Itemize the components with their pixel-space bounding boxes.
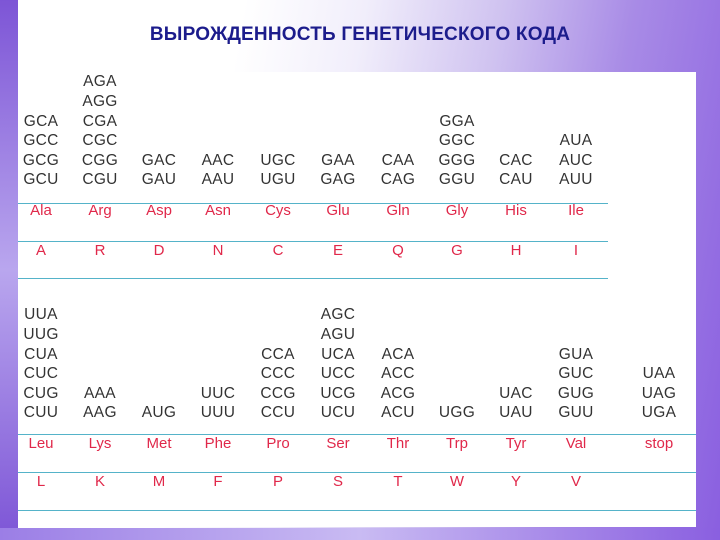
codon: GGG [438,151,476,169]
amino-acid-one-letter: R [94,242,106,259]
codon: CCA [261,345,295,363]
codon: AUC [559,151,593,169]
codon-list [248,345,308,423]
codon: CUG [23,384,59,402]
genetic-code-table [18,72,696,527]
codon: CUU [23,404,59,422]
amino-acid-three-letter: Leu [28,435,54,452]
codon: CCU [260,404,296,422]
codon: GAG [320,171,356,189]
codon: ACC [381,365,415,383]
table-divider [18,510,696,511]
codon-list [486,384,546,423]
amino-acid-one-letter: W [449,473,465,490]
codon: UCG [320,384,356,402]
amino-acid-three-letter: Met [146,435,172,452]
amino-acid-three-letter: Asn [205,202,231,219]
codon: AAG [83,404,117,422]
codon: GCG [22,151,60,169]
codon: UUU [200,404,236,422]
amino-acid-three-letter: Tyr [505,435,527,452]
codon: CAU [499,171,533,189]
amino-acid-three-letter: Asp [146,202,172,219]
amino-acid-three-letter: Thr [386,435,410,452]
codon: AGU [320,325,356,343]
amino-acid-one-letter: S [332,473,343,490]
codon: AGA [83,73,117,91]
amino-acid-three-letter: Ser [326,435,350,452]
amino-acid-three-letter: Val [565,435,587,452]
codon: AAA [84,384,116,402]
codon: GCA [23,112,59,130]
codon: AAC [201,151,235,169]
bottom-decor-band [0,528,720,540]
codon: GCC [23,132,59,150]
codon-list [308,305,368,423]
codon: UUG [23,325,59,343]
codon: CUC [23,365,59,383]
amino-acid-three-letter: Phe [204,435,232,452]
codon: GGA [439,112,475,130]
amino-acid-one-letter: P [272,473,283,490]
codon-list [70,72,130,190]
codon: UGG [438,404,476,422]
codon-list [427,403,487,423]
amino-acid-one-letter: Q [392,242,404,259]
codon-list [308,151,368,190]
amino-acid-one-letter [629,472,689,492]
codon: CGG [81,151,119,169]
codon: CCC [260,365,296,383]
codon-list [188,151,248,190]
codon-list [546,345,606,423]
codon: GUC [558,365,594,383]
amino-acid-three-letter: Ala [30,202,52,219]
codon: AUA [559,132,593,150]
amino-acid-one-letter: E [332,242,343,259]
amino-acid-three-letter: His [505,202,527,219]
amino-acid-one-letter: C [272,242,284,259]
codon: CGC [82,132,118,150]
codon: GAC [141,151,177,169]
codon-list [248,151,308,190]
amino-acid-one-letter: G [451,242,463,259]
codon: AGG [82,92,118,110]
amino-acid-one-letter: L [36,473,46,490]
amino-acid-one-letter: Y [510,473,521,490]
codon: CUA [24,345,58,363]
codon-list [368,151,428,190]
codon: AUU [559,171,593,189]
amino-acid-one-letter: H [510,242,522,259]
codon-list [546,131,606,190]
left-decor-band [0,0,18,540]
codon: CGU [82,171,118,189]
codon: UGC [260,151,296,169]
codon: UUA [24,306,58,324]
codon: GUU [558,404,594,422]
amino-acid-three-letter: Glu [326,202,350,219]
page-title: ВЫРОЖДЕННОСТЬ ГЕНЕТИЧЕСКОГО КОДА [149,24,571,45]
codon: GUG [557,384,595,402]
codon: GUA [558,345,594,363]
amino-acid-one-letter: I [573,242,579,259]
codon: GCU [23,171,59,189]
codon: ACU [381,404,415,422]
amino-acid-three-letter: Lys [88,435,112,452]
amino-acid-one-letter: K [94,473,105,490]
codon: AGC [320,306,356,324]
amino-acid-three-letter: Ile [568,202,584,219]
amino-acid-one-letter: V [570,473,581,490]
codon-list [188,384,248,423]
codon: GGC [438,132,476,150]
codon: UAG [641,384,677,402]
table-divider [18,278,608,279]
codon: CCG [260,384,296,402]
codon-list [70,384,130,423]
codon: ACA [381,345,415,363]
amino-acid-one-letter: M [152,473,166,490]
codon: UGU [260,171,296,189]
codon-list [368,345,428,423]
codon: GAA [321,151,355,169]
codon: AUG [141,404,177,422]
amino-acid-one-letter: D [153,242,165,259]
amino-acid-one-letter: A [35,242,46,259]
codon-list [11,112,71,190]
codon: CAC [499,151,533,169]
codon: UUC [200,384,236,402]
codon-list [11,305,71,423]
codon: UAA [642,365,676,383]
codon: UCA [321,345,355,363]
amino-acid-three-letter: Cys [265,202,291,219]
codon-list [129,403,189,423]
codon: GAU [141,171,177,189]
codon: UAC [499,384,533,402]
codon: UAU [499,404,533,422]
codon-list [486,151,546,190]
codon-list [129,151,189,190]
codon: GGU [438,171,476,189]
codon: UCC [320,365,356,383]
codon-list [427,112,487,190]
codon: CAA [381,151,415,169]
amino-acid-one-letter: F [213,473,223,490]
amino-acid-three-letter: Gln [386,202,410,219]
codon: CAG [380,171,416,189]
amino-acid-three-letter: Pro [266,435,290,452]
codon-list [629,364,689,423]
codon: UCU [320,404,356,422]
codon: AAU [201,171,235,189]
amino-acid-three-letter: Arg [88,202,112,219]
amino-acid-three-letter: Gly [445,202,469,219]
codon: ACG [380,384,416,402]
amino-acid-three-letter: stop [644,435,674,452]
codon: UGA [641,404,677,422]
amino-acid-one-letter: T [393,473,403,490]
codon: CGA [82,112,118,130]
amino-acid-one-letter: N [212,242,224,259]
amino-acid-three-letter: Trp [446,435,468,452]
